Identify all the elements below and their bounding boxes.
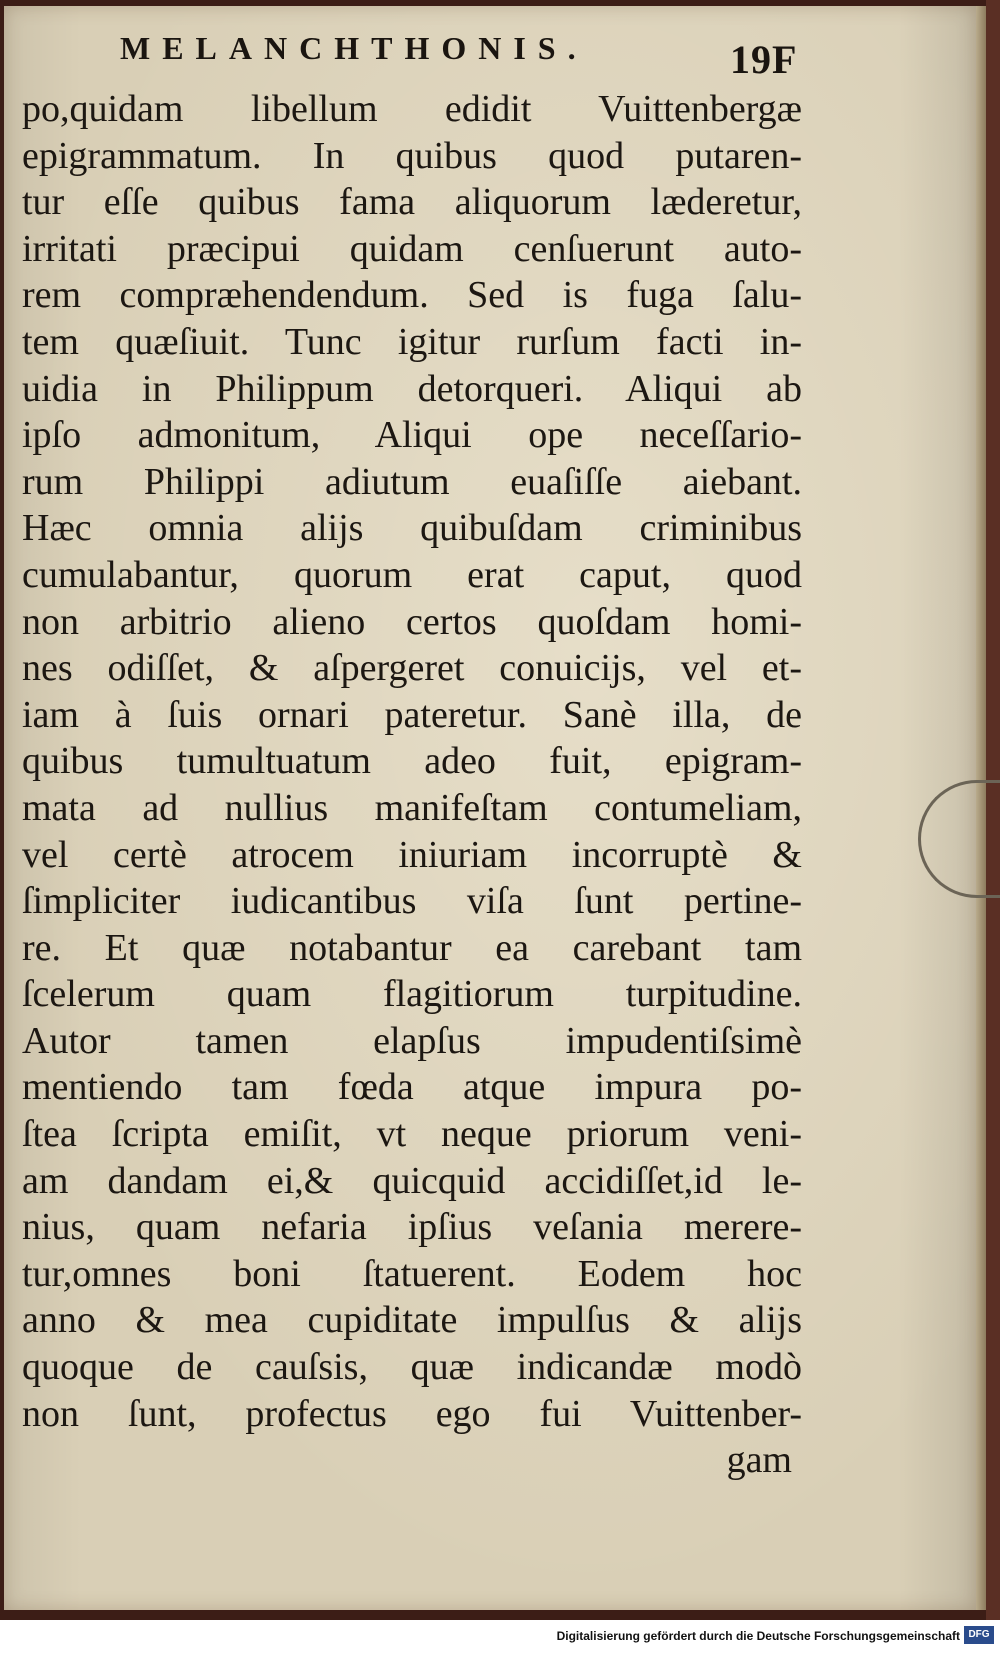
text-line: vel certè atrocem iniuriam incorruptè &	[22, 833, 802, 876]
text-line: am dandam ei,& quicquid accidiſſet,id le-	[22, 1159, 802, 1202]
text-line: ſimpliciter iudicantibus viſa ſunt pertine-	[22, 880, 802, 923]
text-line: quibus tumultuatum adeo fuit, epigram-	[22, 740, 802, 783]
text-line: iam à ſuis ornari pateretur. Sanè illa, de	[22, 693, 802, 736]
text-line: quoque de cauſsis, quæ indicandæ modò	[22, 1346, 802, 1389]
text-line: tur,omnes boni ſtatuerent. Eodem hoc	[22, 1252, 802, 1295]
text-line: ſtea ſcripta emiſit, vt neque priorum veni-	[22, 1113, 802, 1156]
text-line: po,quidam libellum edidit Vuittenbergæ	[22, 88, 802, 130]
text-line: uidia in Philippum detorqueri. Aliqui ab	[22, 367, 802, 410]
text-line: epigrammatum. In quibus quod putaren-	[22, 134, 802, 177]
catchword: gam	[726, 1439, 792, 1482]
body-text	[22, 86, 802, 1484]
text-line: mentiendo tam fœda atque impura po-	[22, 1066, 802, 1109]
folio-number: 19F	[730, 37, 798, 82]
text-line: nes odiſſet, & aſpergeret conuicijs, vel et-	[22, 647, 802, 690]
funding-attribution: Digitalisierung gefördert durch die Deutsche Forschungsgemeinschaft	[556, 1629, 960, 1643]
text-line: Hæc omnia alijs quibuſdam criminibus	[22, 507, 802, 550]
text-line: re. Et quæ notabantur ea carebant tam	[22, 926, 802, 969]
text-line: mata ad nullius manifeſtam contumeliam,	[22, 786, 802, 829]
text-line: rem compræhendendum. Sed is fuga ſalu-	[22, 274, 802, 317]
text-line: ipſo admonitum, Aliqui ope neceſſario-	[22, 414, 802, 457]
text-line: cumulabantur, quorum erat caput, quod	[22, 553, 802, 596]
dfg-logo-icon: DFG	[964, 1626, 994, 1644]
text-line: tem quæſiuit. Tunc igitur rurſum facti in-	[22, 320, 802, 363]
text-line: nius, quam nefaria ipſius veſania merere-	[22, 1206, 802, 1249]
text-line: anno & mea cupiditate impulſus & alijs	[22, 1299, 802, 1342]
text-line: rum Philippi adiutum euaſiſſe aiebant.	[22, 460, 802, 503]
text-line: ſcelerum quam flagitiorum turpitudine.	[22, 973, 802, 1016]
text-line: tur eſſe quibus fama aliquorum læderetur,	[22, 181, 802, 224]
footer-bar	[0, 1620, 1000, 1654]
text-line: non arbitrio alieno certos quoſdam homi-	[22, 600, 802, 643]
text-line: irritati præcipui quidam cenſuerunt auto-	[22, 227, 802, 270]
text-line: Autor tamen elapſus impudentiſsimè	[22, 1019, 802, 1062]
running-title: MELANCHTHONIS.	[120, 30, 588, 66]
text-line: non ſunt, profectus ego fui Vuittenber-	[22, 1392, 802, 1435]
